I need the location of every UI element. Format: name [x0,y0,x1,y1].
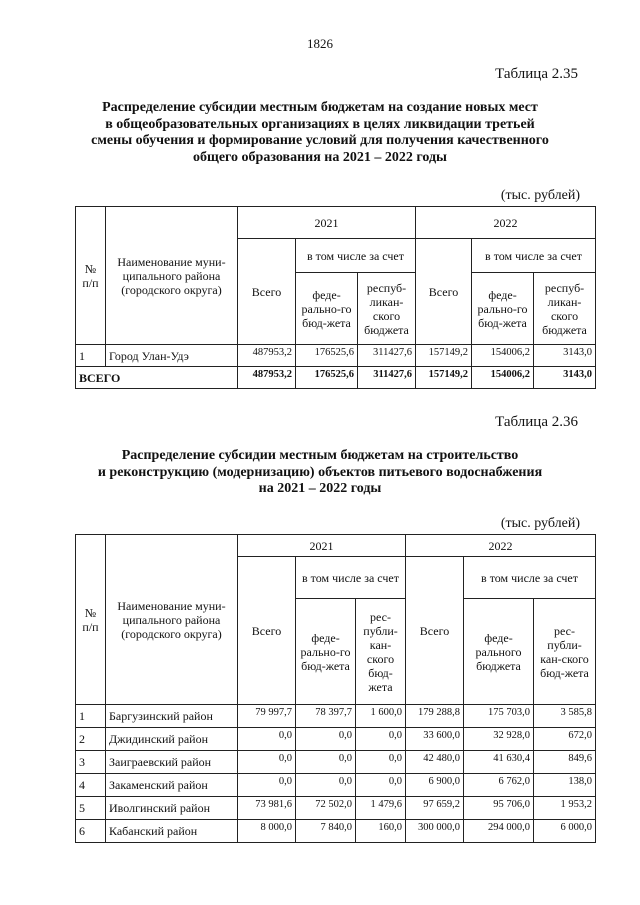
cell-total-2021: 0,0 [238,774,296,797]
col-header-republican: рес-публи-кан-ского бюд-жета [534,599,596,705]
table-number: Таблица 2.36 [495,414,578,430]
col-header-name: Наименование муни-ципального района (городского округа) [106,535,238,705]
cell-republican-2021: 311427,6 [358,345,416,367]
cell-total-2022: 157149,2 [416,367,472,389]
col-header-year: 2021 [238,207,416,239]
table-row [76,705,596,728]
col-header-including: в том числе за счет [472,239,596,273]
subsidy-table-2-35 [75,206,596,389]
cell-federal-2021: 0,0 [296,728,356,751]
cell-republican-2022: 3 585,8 [534,705,596,728]
cell-federal-2021: 72 502,0 [296,797,356,820]
cell-total-2022: 157149,2 [416,345,472,367]
cell-federal-2021: 78 397,7 [296,705,356,728]
cell-name: Иволгинский район [106,797,238,820]
col-header-year: 2021 [238,535,406,557]
cell-republican-2021: 0,0 [356,751,406,774]
cell-total-2021: 0,0 [238,728,296,751]
cell-num: 4 [76,774,106,797]
cell-name: Город Улан-Удэ [106,345,238,367]
cell-num: 5 [76,797,106,820]
cell-republican-2022: 672,0 [534,728,596,751]
col-header-total: Всего [238,239,296,345]
title-line: Распределение субсидии местным бюджетам на строительство [121,448,519,463]
title-line: Распределение субсидии местным бюджетам на создание новых мест [102,100,538,115]
units-label: (тыс. рублей) [500,188,580,203]
col-header-federal: феде-рально-го бюд-жета [472,273,534,345]
cell-name: Закаменский район [106,774,238,797]
col-header-year: 2022 [416,207,596,239]
cell-republican-2021: 1 600,0 [356,705,406,728]
cell-federal-2022: 154006,2 [472,345,534,367]
col-header-total: Всего [238,557,296,705]
cell-total-2022: 42 480,0 [406,751,464,774]
table-body [76,705,596,843]
table-row [76,820,596,843]
col-header-including: в том числе за счет [464,557,596,599]
cell-federal-2022: 6 762,0 [464,774,534,797]
col-header-num: № п/п [76,207,106,345]
table-title [60,448,580,498]
cell-federal-2021: 176525,6 [296,367,358,389]
cell-federal-2021: 0,0 [296,774,356,797]
page-number: 1826 [307,36,333,51]
col-header-num: № п/п [76,535,106,705]
table-number: Таблица 2.35 [495,66,578,82]
cell-federal-2022: 175 703,0 [464,705,534,728]
col-header-total: Всего [406,557,464,705]
cell-federal-2022: 294 000,0 [464,820,534,843]
cell-federal-2021: 7 840,0 [296,820,356,843]
title-line: смены обучения и формирование условий для получения качественного [91,133,549,148]
units-label: (тыс. рублей) [500,516,580,531]
cell-total-2022: 6 900,0 [406,774,464,797]
cell-name: Джидинский район [106,728,238,751]
cell-num: 1 [76,705,106,728]
total-row [76,367,596,389]
cell-republican-2021: 160,0 [356,820,406,843]
table-row [76,345,596,367]
table-row [76,797,596,820]
cell-total-2022: 300 000,0 [406,820,464,843]
col-header-republican: рес-публи-кан-ского бюд-жета [356,599,406,705]
cell-total-2022: 33 600,0 [406,728,464,751]
col-header-federal: феде-рального бюджета [464,599,534,705]
cell-republican-2021: 1 479,6 [356,797,406,820]
col-header-federal: феде-рально-го бюд-жета [296,599,356,705]
cell-num: 6 [76,820,106,843]
cell-republican-2022: 138,0 [534,774,596,797]
title-line: общего образования на 2021 – 2022 годы [193,149,447,165]
cell-total-2022: 179 288,8 [406,705,464,728]
cell-name: Баргузинский район [106,705,238,728]
col-header-federal: феде-рально-го бюд-жета [296,273,358,345]
cell-republican-2022: 3143,0 [534,345,596,367]
cell-num: 2 [76,728,106,751]
cell-republican-2022: 849,6 [534,751,596,774]
cell-total-2021: 73 981,6 [238,797,296,820]
cell-num: 3 [76,751,106,774]
cell-num: 1 [76,345,106,367]
cell-republican-2022: 6 000,0 [534,820,596,843]
cell-federal-2022: 41 630,4 [464,751,534,774]
cell-republican-2022: 1 953,2 [534,797,596,820]
cell-federal-2022: 154006,2 [472,367,534,389]
table-title [60,100,580,166]
cell-federal-2022: 95 706,0 [464,797,534,820]
cell-republican-2021: 311427,6 [358,367,416,389]
title-line: в общеобразовательных организациях в целях ликвидации третьей [105,116,535,132]
cell-total-2021: 8 000,0 [238,820,296,843]
subsidy-table-2-36 [75,534,596,843]
cell-republican-2021: 0,0 [356,774,406,797]
cell-federal-2022: 32 928,0 [464,728,534,751]
cell-total-2021: 487953,2 [238,367,296,389]
table-row [76,751,596,774]
cell-name: Кабанский район [106,820,238,843]
title-line: и реконструкцию (модернизацию) объектов питьевого водоснабжения [97,464,543,480]
cell-republican-2022: 3143,0 [534,367,596,389]
cell-federal-2021: 176525,6 [296,345,358,367]
cell-total-2021: 79 997,7 [238,705,296,728]
col-header-name: Наименование муни-ципального района (городского округа) [106,207,238,345]
col-header-year: 2022 [406,535,596,557]
cell-total-2021: 0,0 [238,751,296,774]
cell-republican-2021: 0,0 [356,728,406,751]
table-row [76,728,596,751]
cell-total-2021: 487953,2 [238,345,296,367]
title-line: на 2021 – 2022 годы [258,481,382,496]
cell-total-2022: 97 659,2 [406,797,464,820]
cell-name: Заиграевский район [106,751,238,774]
col-header-republican: респуб-ликан-ского бюджета [358,273,416,345]
total-label: ВСЕГО [76,367,238,389]
col-header-including: в том числе за счет [296,239,416,273]
col-header-republican: респуб-ликан-ского бюджета [534,273,596,345]
table-row [76,774,596,797]
col-header-total: Всего [416,239,472,345]
cell-federal-2021: 0,0 [296,751,356,774]
col-header-including: в том числе за счет [296,557,406,599]
